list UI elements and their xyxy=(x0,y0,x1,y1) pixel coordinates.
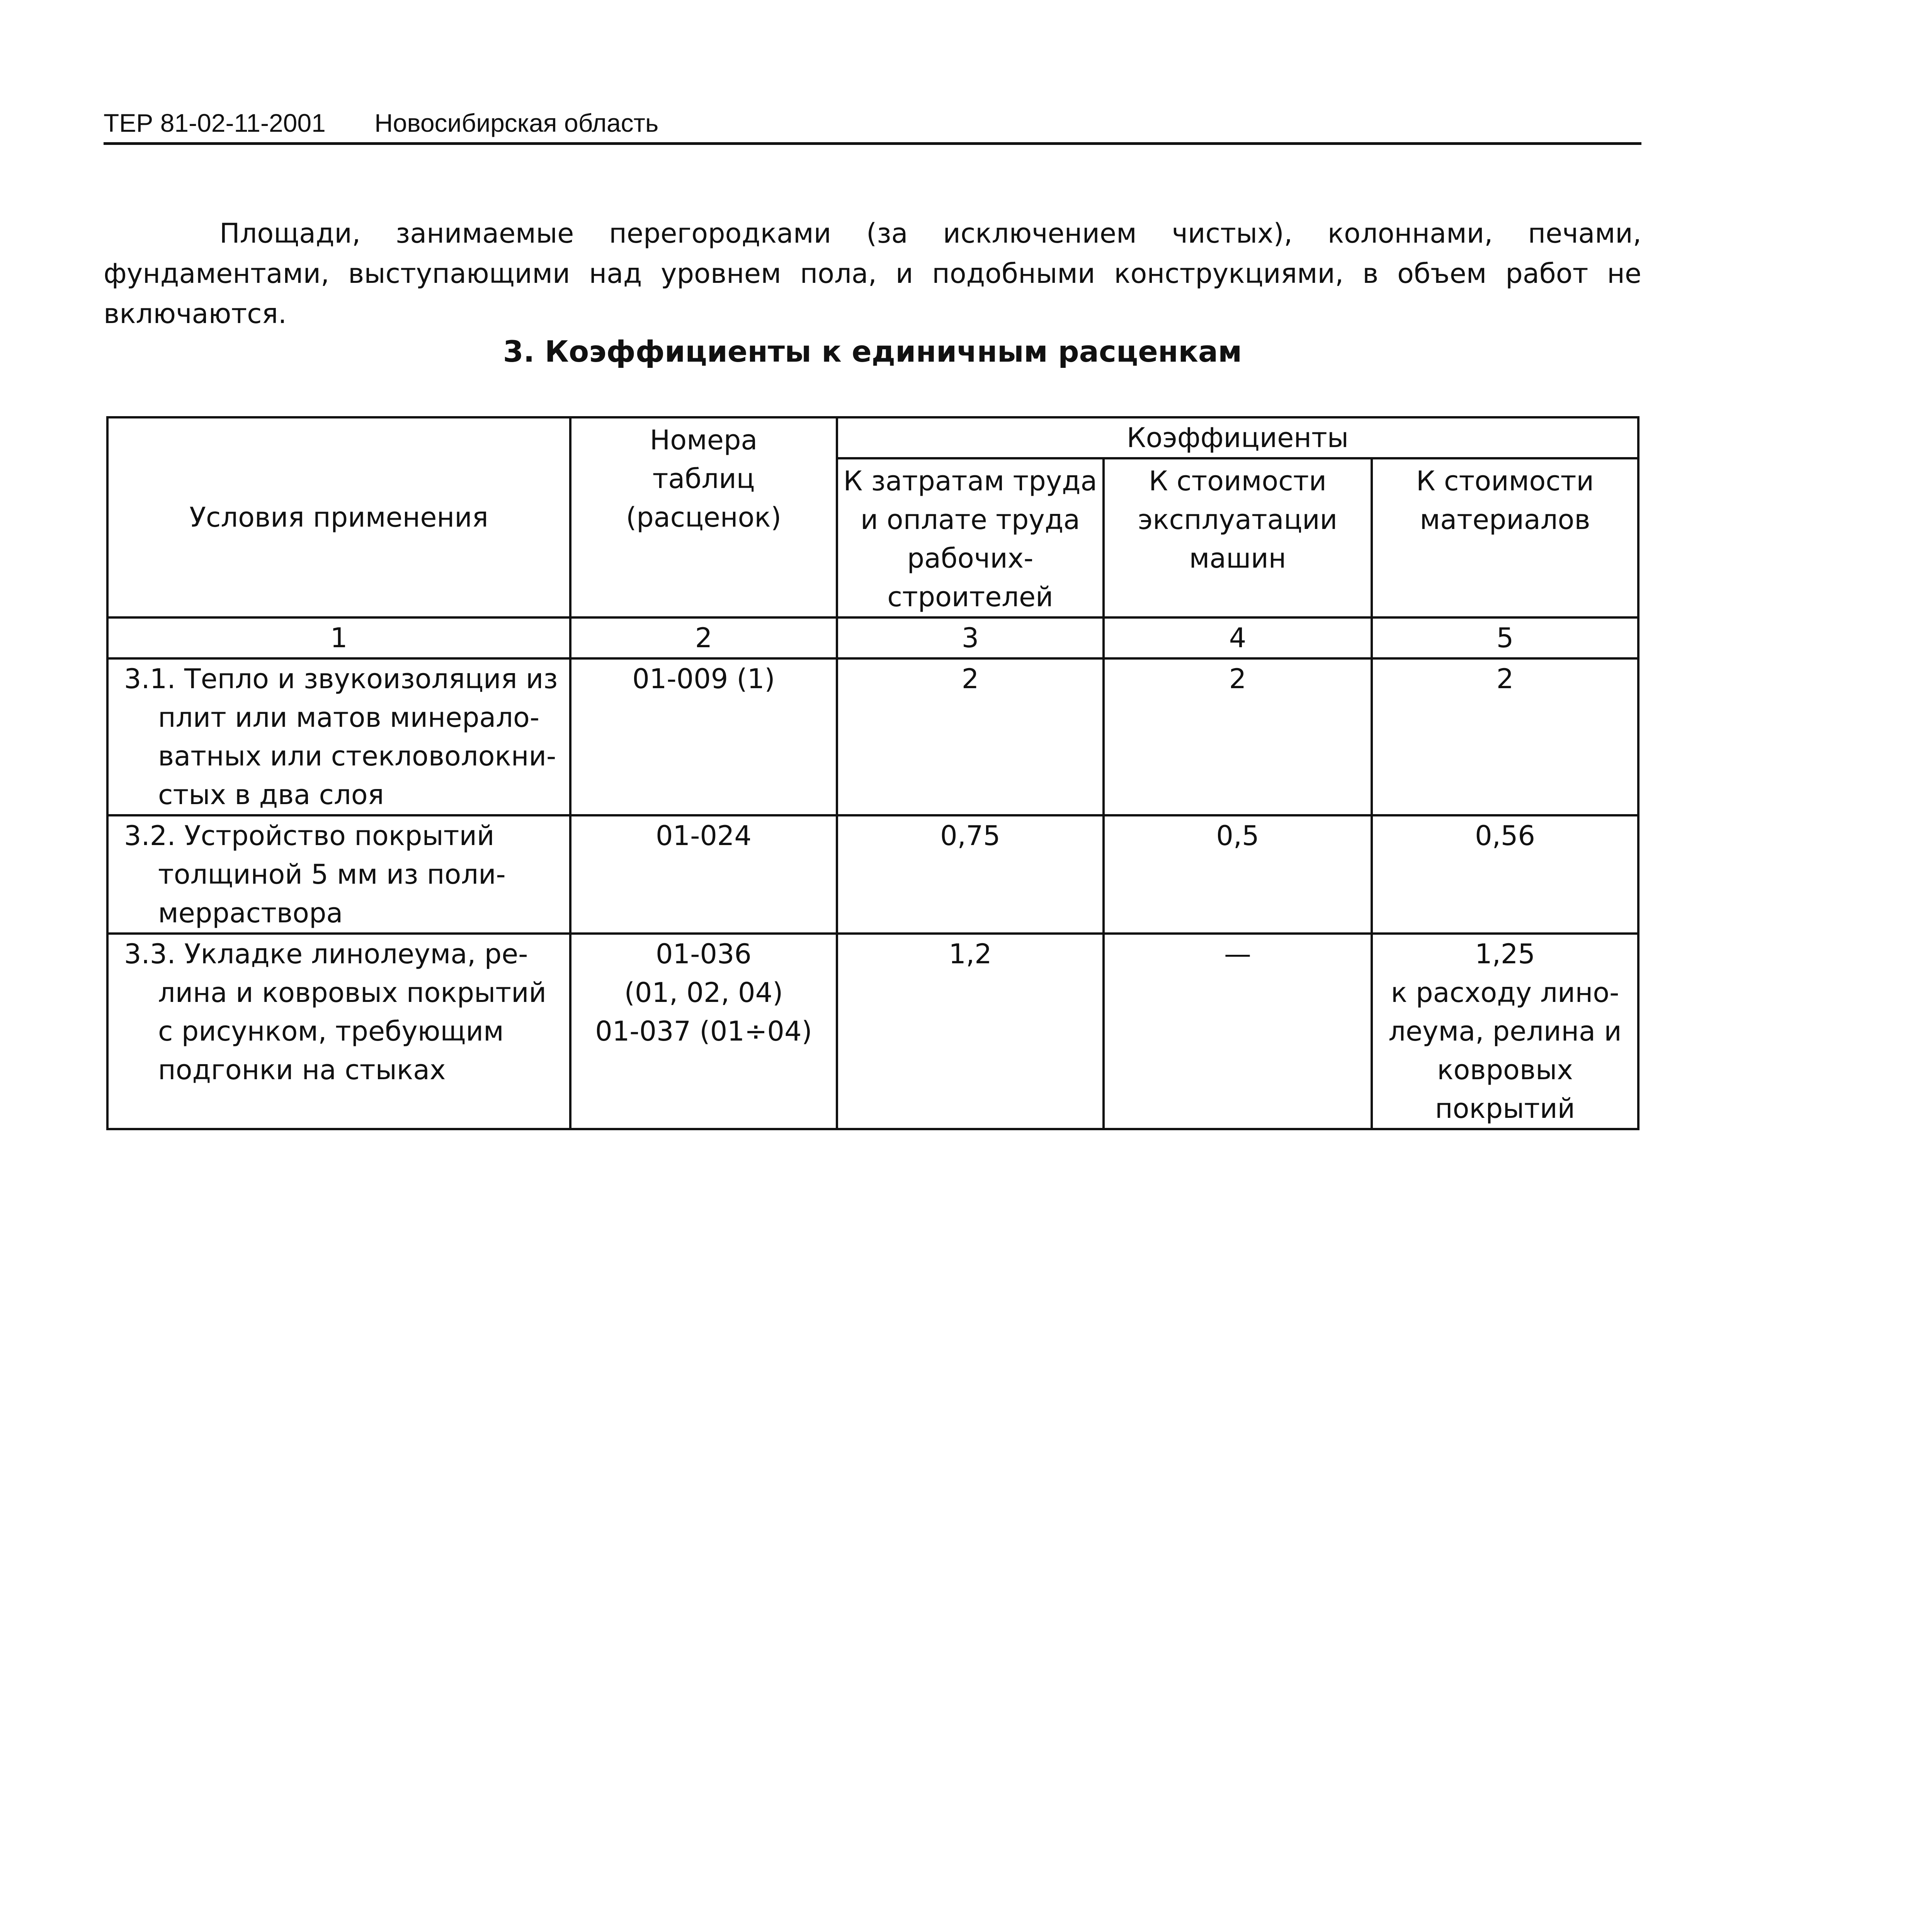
table-row xyxy=(107,815,1638,934)
header-tables-line: таблиц xyxy=(652,463,755,495)
column-number: 3 xyxy=(837,617,1104,658)
header-labor-line: рабочих- xyxy=(907,543,1034,574)
tables-line: 01-037 (01÷04) xyxy=(595,1015,812,1047)
materials-cell xyxy=(1372,934,1638,1129)
document-code: ТЕР 81-02-11-2001 xyxy=(104,109,326,137)
condition-line: плит или матов минерало- xyxy=(158,702,540,733)
condition-line: толщиной 5 мм из поли- xyxy=(158,859,506,890)
header-conditions xyxy=(107,417,570,617)
column-number: 1 xyxy=(107,617,570,658)
condition-line: лина и ковровых покрытий xyxy=(158,977,547,1009)
header-materials-line: К стоимости xyxy=(1416,465,1594,497)
table-row xyxy=(107,658,1638,815)
condition-line: 3.2. Устройство покрытий xyxy=(124,820,495,852)
header-machines xyxy=(1104,458,1372,617)
condition-line: ватных или стекловолокни- xyxy=(158,740,556,772)
machines-cell: 2 xyxy=(1104,658,1372,815)
header-materials xyxy=(1372,458,1638,617)
table-header-row xyxy=(107,417,1638,458)
header-labor xyxy=(837,458,1104,617)
materials-cell xyxy=(1372,815,1638,934)
condition-line: 3.3. Укладке линолеума, ре- xyxy=(124,938,528,970)
coefficients-table xyxy=(106,416,1639,1130)
condition-line: стых в два слоя xyxy=(158,779,384,811)
header-labor-line: строителей xyxy=(887,581,1053,613)
tables-cell xyxy=(570,934,837,1129)
labor-cell: 2 xyxy=(837,658,1104,815)
machines-cell: — xyxy=(1104,934,1372,1129)
materials-line: 2 xyxy=(1496,663,1514,695)
condition-line: с рисунком, требующим xyxy=(158,1015,504,1047)
condition-cell xyxy=(107,934,570,1129)
materials-line: леума, релина и xyxy=(1388,1015,1622,1047)
condition-line: подгонки на стыках xyxy=(158,1054,446,1086)
header-tables-line: Номера xyxy=(650,424,758,456)
header-machines-line: машин xyxy=(1189,543,1286,574)
condition-cell xyxy=(107,815,570,934)
materials-line: 0,56 xyxy=(1475,820,1535,852)
tables-cell xyxy=(570,815,837,934)
column-number: 5 xyxy=(1372,617,1638,658)
header-labor-line: и оплате труда xyxy=(861,504,1080,536)
labor-cell: 1,2 xyxy=(837,934,1104,1129)
condition-cell xyxy=(107,658,570,815)
tables-cell xyxy=(570,658,837,815)
column-number: 4 xyxy=(1104,617,1372,658)
column-number: 2 xyxy=(570,617,837,658)
section-title: 3. Коэффициенты к единичным расценкам xyxy=(503,334,1242,369)
header-coefficients-text: Коэффициенты xyxy=(1126,422,1349,454)
machines-cell: 0,5 xyxy=(1104,815,1372,934)
header-tables-line: (расценок) xyxy=(626,502,782,533)
tables-line: 01-024 xyxy=(656,820,752,852)
intro-paragraph: Площади, занимаемые перегородками (за исключением чистых), колоннами, печами, фундаментами, выступающими над уровнем пола, и подобными конструкциями, в объем работ не включаются. xyxy=(104,218,1641,330)
labor-cell: 0,75 xyxy=(837,815,1104,934)
materials-line: ковровых xyxy=(1437,1054,1573,1086)
header-materials-line: материалов xyxy=(1420,504,1590,536)
page-header xyxy=(104,104,1641,145)
materials-line: 1,25 xyxy=(1475,938,1535,970)
header-coefficients xyxy=(837,417,1638,458)
tables-line: (01, 02, 04) xyxy=(624,977,783,1009)
header-machines-line: К стоимости xyxy=(1149,465,1327,497)
header-tables xyxy=(570,417,837,617)
region-name: Новосибирская область xyxy=(374,109,659,137)
materials-line: покрытий xyxy=(1435,1093,1575,1124)
materials-line: к расходу лино- xyxy=(1391,977,1619,1009)
condition-line: 3.1. Тепло и звукоизоляция из xyxy=(124,663,558,695)
condition-line: мерраствора xyxy=(158,897,343,929)
header-conditions-text: Условия применения xyxy=(189,502,488,533)
header-labor-line: К затратам труда xyxy=(843,465,1097,497)
header-machines-line: эксплуатации xyxy=(1138,504,1338,536)
materials-cell xyxy=(1372,658,1638,815)
tables-line: 01-036 xyxy=(656,938,752,970)
tables-line: 01-009 (1) xyxy=(632,663,775,695)
column-number-row xyxy=(107,617,1638,658)
table-row xyxy=(107,934,1638,1129)
